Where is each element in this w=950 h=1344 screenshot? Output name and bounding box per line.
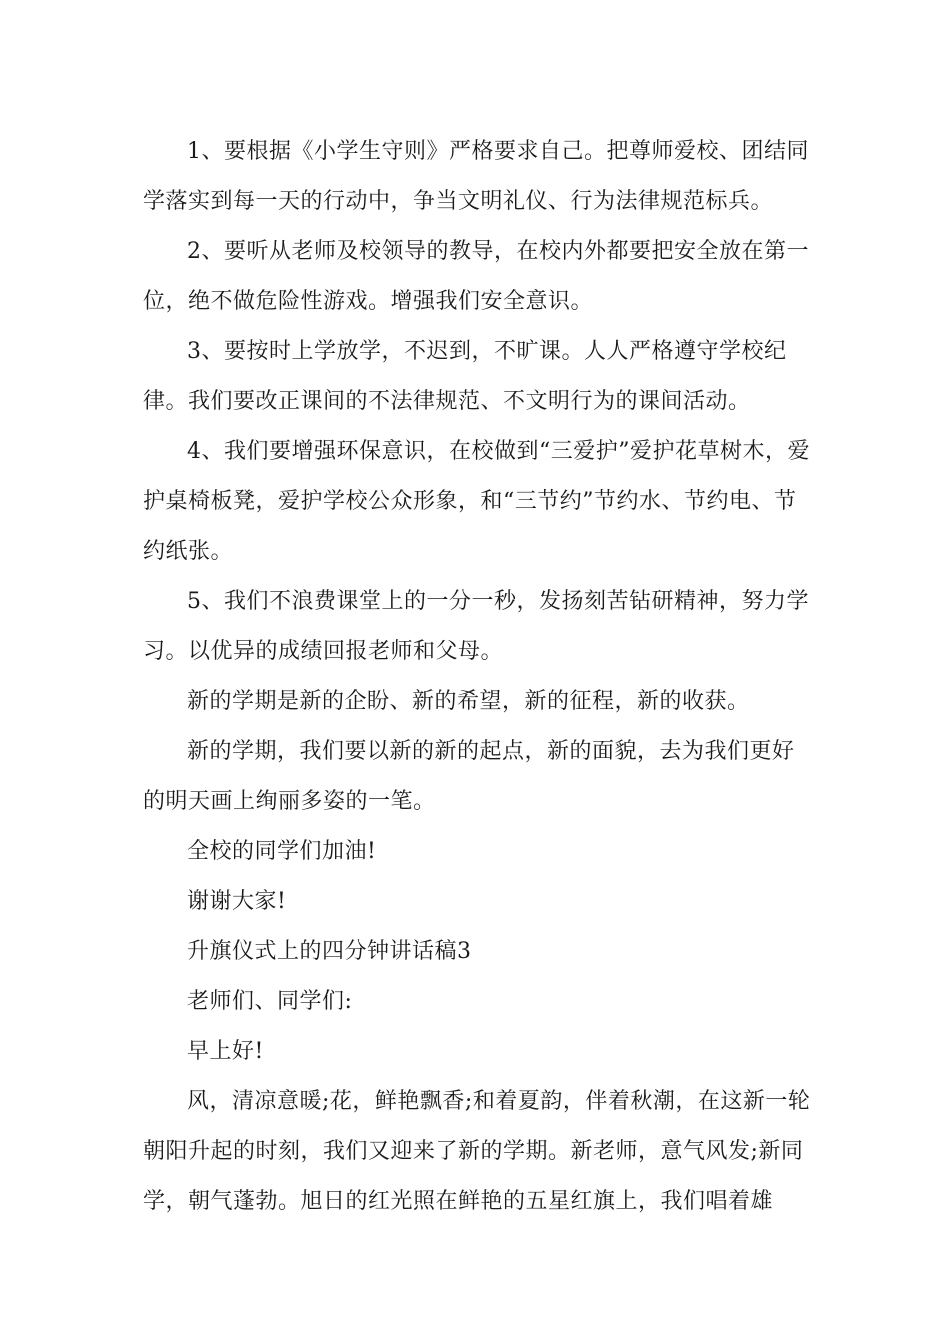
- rule-1-paragraph: 1、要根据《小学生守则》严格要求自己。把尊师爱校、团结同学落实到每一天的行动中，争当文明礼仪、行为法律规范标兵。: [143, 139, 809, 214]
- rule-4-paragraph: 4、我们要增强环保意识，在校做到“三爱护”爱护花草树木，爱护桌椅板凳，爱护学校公众形象，和“三节约”节约水、节约电、节约纸张。: [143, 439, 810, 564]
- document-body: [143, 127, 811, 1227]
- speech-title: 升旗仪式上的四分钟讲话稿3: [187, 939, 472, 964]
- new-start-paragraph: 新的学期，我们要以新的新的起点，新的面貌，去为我们更好的明天画上绚丽多姿的一笔。: [143, 739, 795, 814]
- new-semester-paragraph: 新的学期是新的企盼、新的希望，新的征程，新的收获。: [187, 689, 750, 714]
- cheer-line: 全校的同学们加油!: [187, 839, 377, 864]
- opening-paragraph: 风，清凉意暖;花，鲜艳飘香;和着夏韵，伴着秋潮，在这新一轮朝阳升起的时刻，我们又迎来了新的学期。新老师，意气风发;新同学，朝气蓬勃。旭日的红光照在鲜艳的五星红旗上，我们唱着雄: [143, 1089, 811, 1214]
- rule-5-paragraph: 5、我们不浪费课堂上的一分一秒，发扬刻苦钻研精神，努力学习。以优异的成绩回报老师和父母。: [143, 589, 809, 664]
- greeting-line: 早上好!: [187, 1039, 264, 1064]
- rule-2-paragraph: 2、要听从老师及校领导的教导，在校内外都要把安全放在第一位，绝不做危险性游戏。增强我们安全意识。: [143, 239, 809, 314]
- rule-3-paragraph: 3、要按时上学放学，不迟到，不旷课。人人严格遵守学校纪律。我们要改正课间的不法律规范、不文明行为的课间活动。: [143, 339, 787, 414]
- thanks-line: 谢谢大家!: [187, 889, 287, 914]
- salutation-line: 老师们、同学们:: [187, 989, 353, 1014]
